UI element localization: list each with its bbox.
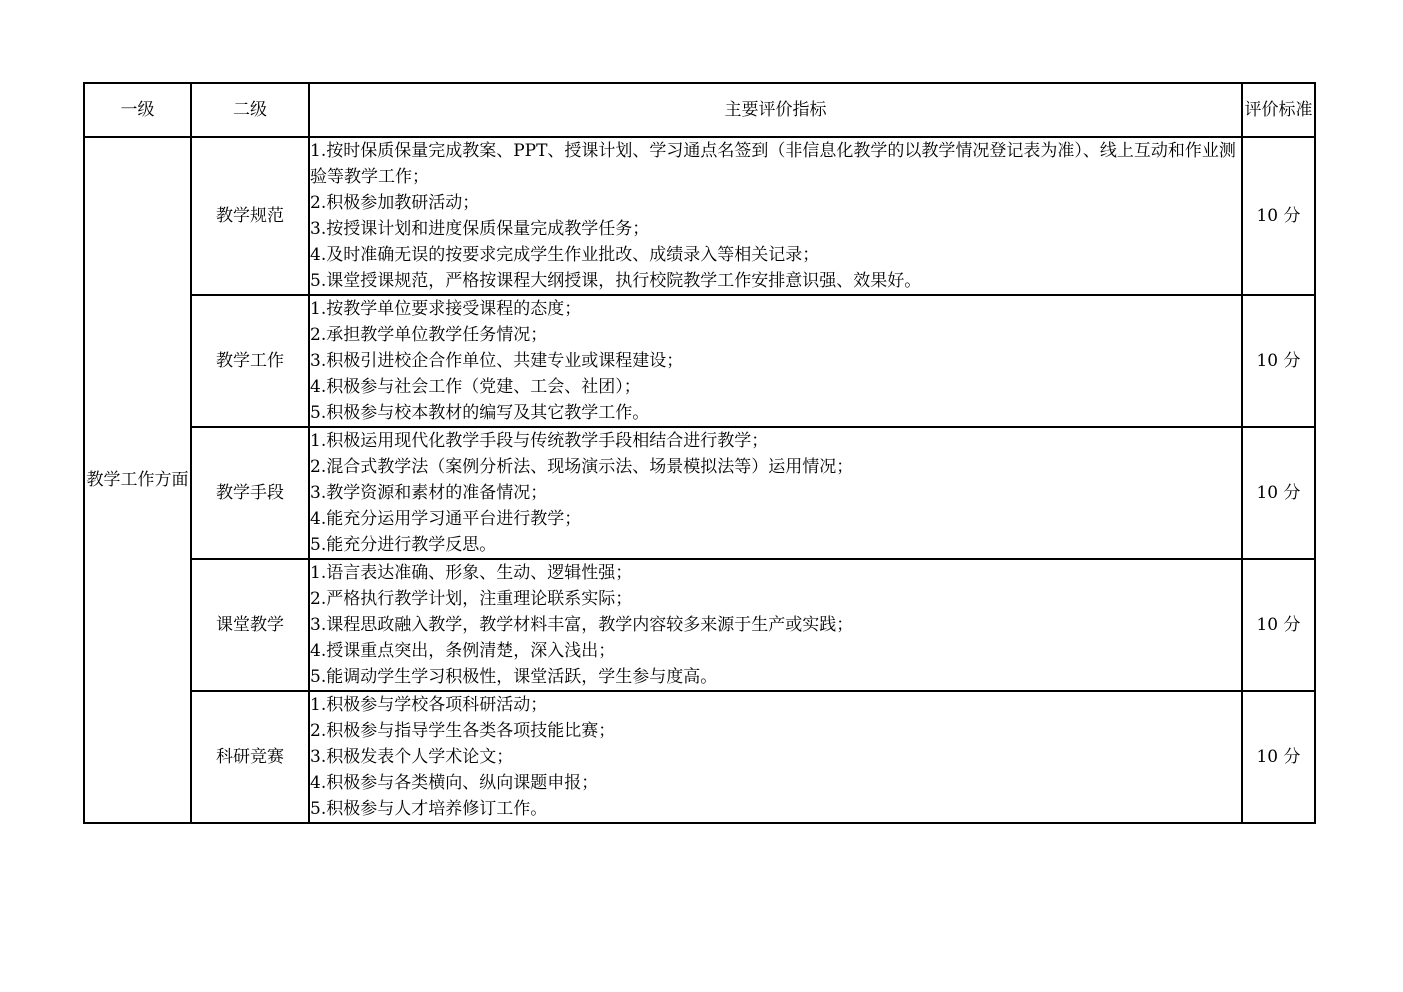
- level2-cell: 教学规范: [191, 137, 309, 295]
- table-body: [84, 137, 1315, 823]
- indicator-item: 4.授课重点突出，条例清楚，深入浅出；: [310, 641, 616, 661]
- indicators-cell: [309, 427, 1242, 559]
- indicators-cell: [309, 295, 1242, 427]
- header-level1: 一级: [84, 83, 191, 137]
- indicator-item: 3.积极发表个人学术论文；: [310, 747, 514, 767]
- indicator-item: 4.积极参与社会工作（党建、工会、社团）；: [310, 377, 641, 397]
- indicator-list: [310, 560, 1241, 690]
- indicators-cell: [309, 691, 1242, 823]
- score-cell: 10 分: [1242, 295, 1315, 427]
- level2-cell: 教学工作: [191, 295, 309, 427]
- indicator-item: 5.课堂授课规范，严格按课程大纲授课，执行校院教学工作安排意识强、效果好。: [310, 271, 922, 291]
- indicator-item: 1.按时保质保量完成教案、PPT、授课计划、学习通点名签到（非信息化教学的以教学情况登记表为准）、线上互动和作业测验等教学工作；: [310, 141, 1236, 187]
- indicator-item: 3.按授课计划和进度保质保量完成教学任务；: [310, 219, 650, 239]
- indicator-item: 3.课程思政融入教学，教学材料丰富，教学内容较多来源于生产或实践；: [310, 615, 854, 635]
- indicator-item: 2.严格执行教学计划，注重理论联系实际；: [310, 589, 633, 609]
- level2-cell: 科研竞赛: [191, 691, 309, 823]
- score-cell: 10 分: [1242, 559, 1315, 691]
- indicator-item: 4.及时准确无误的按要求完成学生作业批改、成绩录入等相关记录；: [310, 245, 820, 265]
- evaluation-table: [83, 82, 1316, 824]
- indicator-item: 2.混合式教学法（案例分析法、现场演示法、场景模拟法等）运用情况；: [310, 457, 854, 477]
- indicator-item: 4.能充分运用学习通平台进行教学；: [310, 509, 582, 529]
- table-row: [84, 691, 1315, 823]
- table-row: [84, 137, 1315, 295]
- score-cell: 10 分: [1242, 691, 1315, 823]
- indicator-item: 1.积极参与学校各项科研活动；: [310, 695, 548, 715]
- level1-category-cell: 教学工作方面: [84, 137, 191, 823]
- indicator-item: 3.教学资源和素材的准备情况；: [310, 483, 548, 503]
- indicator-list: [310, 296, 1241, 426]
- indicator-item: 2.积极参加教研活动；: [310, 193, 480, 213]
- indicator-item: 4.积极参与各类横向、纵向课题申报；: [310, 773, 599, 793]
- level2-cell: 课堂教学: [191, 559, 309, 691]
- indicator-item: 2.承担教学单位教学任务情况；: [310, 325, 548, 345]
- indicator-list: [310, 692, 1241, 822]
- indicators-cell: [309, 559, 1242, 691]
- indicators-cell: [309, 137, 1242, 295]
- indicator-list: [310, 138, 1241, 294]
- header-indicators: 主要评价指标: [309, 83, 1242, 137]
- indicator-item: 1.语言表达准确、形象、生动、逻辑性强；: [310, 563, 633, 583]
- indicator-item: 2.积极参与指导学生各类各项技能比赛；: [310, 721, 616, 741]
- table-row: [84, 559, 1315, 691]
- header-standard: 评价标准: [1242, 83, 1315, 137]
- indicator-item: 5.积极参与校本教材的编写及其它教学工作。: [310, 403, 650, 423]
- indicator-list: [310, 428, 1241, 558]
- score-cell: 10 分: [1242, 427, 1315, 559]
- indicator-item: 5.积极参与人才培养修订工作。: [310, 799, 548, 819]
- indicator-item: 3.积极引进校企合作单位、共建专业或课程建设；: [310, 351, 684, 371]
- table-row: [84, 295, 1315, 427]
- indicator-item: 5.能调动学生学习积极性，课堂活跃，学生参与度高。: [310, 667, 718, 687]
- indicator-item: 1.积极运用现代化教学手段与传统教学手段相结合进行教学；: [310, 431, 769, 451]
- indicator-item: 1.按教学单位要求接受课程的态度；: [310, 299, 582, 319]
- score-cell: 10 分: [1242, 137, 1315, 295]
- header-row: [84, 83, 1315, 137]
- table-row: [84, 427, 1315, 559]
- indicator-item: 5.能充分进行教学反思。: [310, 535, 497, 555]
- header-level2: 二级: [191, 83, 309, 137]
- level2-cell: 教学手段: [191, 427, 309, 559]
